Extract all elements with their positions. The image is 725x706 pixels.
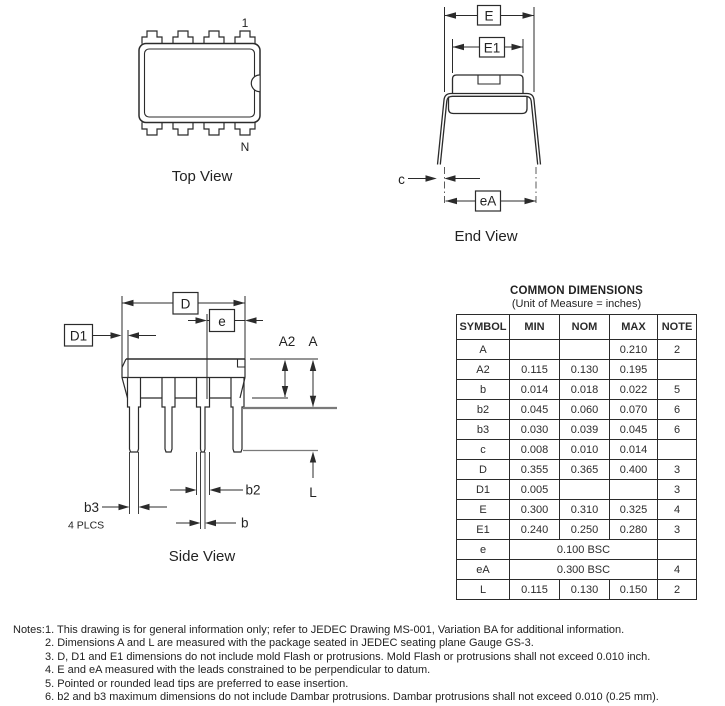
pin-top-2 (173, 31, 193, 44)
cell-min (510, 340, 560, 360)
ext-lines-b2 (197, 452, 210, 495)
dim-label-b3: b3 (83, 500, 99, 515)
cell-nom: 0.130 (560, 580, 610, 600)
table-row (457, 580, 697, 600)
pin-one-label: 1 (241, 16, 249, 30)
pin-bottom-3 (204, 122, 224, 135)
cell-min: 0.045 (510, 400, 560, 420)
table-row (457, 360, 697, 380)
dim-label-c: c (398, 172, 405, 187)
arrow-e-right (245, 317, 257, 323)
cell-note: 3 (658, 520, 697, 540)
dim-label-D1: D1 (69, 328, 88, 344)
table-row (457, 380, 697, 400)
table-row (457, 340, 697, 360)
col-header-min: MIN (510, 315, 560, 340)
cell-max: 0.045 (610, 420, 658, 440)
arrow-b3-right (139, 504, 150, 510)
cell-note: 3 (658, 480, 697, 500)
arrow-b-left (190, 520, 201, 526)
dim-label-b: b (241, 515, 249, 531)
arrow-b2-right (210, 487, 221, 493)
side-body-slant-left (122, 378, 128, 399)
arrow-D-right (234, 300, 246, 306)
cell-symbol: b (457, 380, 510, 400)
cell-nom: 0.310 (560, 500, 610, 520)
end-leads-outer (438, 94, 541, 165)
notes-label: Notes: (13, 624, 45, 636)
note-item: 3. D, D1 and E1 dimensions do not include mold Flash or protrusions. Mold Flash or protrusions shall not exceed 0.010 inch. (45, 650, 651, 663)
note-item: 1. This drawing is for general information only; refer to JEDEC Drawing MS-001, Variation BA for additional information. (45, 624, 625, 636)
cell-symbol: A2 (457, 360, 510, 380)
pin-top-1 (142, 31, 162, 44)
pin-n-label: N (240, 140, 250, 154)
cell-symbol: A (457, 340, 510, 360)
table-row (457, 560, 697, 580)
side-lead-2 (162, 378, 175, 452)
cell-note: 3 (658, 460, 697, 480)
pin-top-3 (204, 31, 224, 44)
cell-min: 0.005 (510, 480, 560, 500)
table-row (457, 420, 697, 440)
cell-min: 0.115 (510, 580, 560, 600)
top-view (139, 16, 260, 185)
cell-max: 0.280 (610, 520, 658, 540)
cell-symbol: D (457, 460, 510, 480)
cell-min: 0.115 (510, 360, 560, 380)
arrow-D-left (122, 300, 134, 306)
ext-lines-b3 (130, 452, 139, 514)
cell-nom: 0.039 (560, 420, 610, 440)
end-body-notch (478, 76, 500, 85)
notes-list (45, 624, 718, 704)
cell-min: 0.008 (510, 440, 560, 460)
dim-label-E1: E1 (483, 40, 501, 56)
cell-max: 0.022 (610, 380, 658, 400)
dim-label-A2: A2 (278, 334, 296, 349)
arrow-A-top (310, 360, 316, 371)
cell-bsc-span: 0.100 BSC (510, 540, 658, 560)
cell-note: 2 (658, 340, 697, 360)
cell-max: 0.400 (610, 460, 658, 480)
col-header-max: MAX (610, 315, 658, 340)
arrow-b-right (205, 520, 216, 526)
cell-note: 5 (658, 380, 697, 400)
dim-label-b2: b2 (245, 482, 261, 498)
cell-symbol: b3 (457, 420, 510, 440)
cell-symbol: eA (457, 560, 510, 580)
col-header-note: NOTE (658, 315, 697, 340)
cell-symbol: E1 (457, 520, 510, 540)
top-view-caption: Top View (171, 168, 233, 185)
arrow-eA-right (525, 198, 537, 204)
cell-nom: 0.365 (560, 460, 610, 480)
ext-lines-b (201, 452, 206, 529)
end-view (398, 6, 540, 246)
cell-min: 0.240 (510, 520, 560, 540)
note-item: 4. E and eA measured with the leads constrained to be perpendicular to datum. (45, 664, 431, 677)
arrow-A2-bottom (282, 386, 288, 397)
end-view-caption: End View (454, 228, 518, 245)
dim-label-D: D (180, 296, 191, 312)
cell-note (658, 360, 697, 380)
table-row (457, 540, 697, 560)
arrow-D1-left (111, 332, 122, 338)
table-title: COMMON DIMENSIONS (509, 285, 644, 297)
table-row (457, 440, 697, 460)
arrow-eA-left (446, 198, 458, 204)
note-item: 2. Dimensions A and L are measured with the package seated in JEDEC seating plane Gauge GS-3. (45, 637, 534, 650)
dim-label-E: E (484, 8, 494, 24)
cell-note: 4 (658, 500, 697, 520)
arrow-A2-top (282, 360, 288, 371)
end-leads-inner (440, 96, 537, 164)
arrow-E1-right (512, 44, 524, 51)
table-row (457, 520, 697, 540)
dim-label-A: A (308, 334, 318, 349)
cell-nom: 0.130 (560, 360, 610, 380)
side-view-caption: Side View (168, 548, 236, 565)
cell-max: 0.070 (610, 400, 658, 420)
dim-label-L: L (309, 485, 317, 500)
table-row (457, 500, 697, 520)
cell-min: 0.300 (510, 500, 560, 520)
arrow-b3-left (119, 504, 130, 510)
side-lead-3 (197, 378, 210, 452)
pin-bottom-1 (142, 122, 162, 135)
cell-nom: 0.018 (560, 380, 610, 400)
cell-bsc-span: 0.300 BSC (510, 560, 658, 580)
pin-top-4 (235, 31, 255, 44)
cell-symbol: e (457, 540, 510, 560)
cell-max (610, 480, 658, 500)
arrow-D1-right (128, 332, 139, 338)
arrow-E1-left (453, 44, 465, 51)
side-body-corner-notch (238, 359, 246, 367)
cell-nom: 0.250 (560, 520, 610, 540)
arrow-c-left (426, 175, 437, 181)
col-header-symbol: SYMBOL (457, 315, 510, 340)
b3-places-note: 4 PLCS (68, 519, 105, 532)
table-row (457, 460, 697, 480)
table-row (457, 480, 697, 500)
cell-symbol: c (457, 440, 510, 460)
cell-max: 0.210 (610, 340, 658, 360)
cell-nom (560, 480, 610, 500)
dim-label-eA: eA (479, 193, 497, 209)
end-body-lower (449, 97, 528, 114)
table-subtitle: (Unit of Measure = inches) (511, 298, 642, 310)
dim-label-e: e (218, 314, 226, 329)
arrow-L (310, 452, 316, 463)
cell-note: 2 (658, 580, 697, 600)
table-row (457, 400, 697, 420)
cell-max: 0.014 (610, 440, 658, 460)
cell-nom (560, 340, 610, 360)
side-view (65, 293, 338, 566)
notes-section (13, 624, 718, 704)
package-body-outer (139, 44, 260, 123)
cell-min: 0.014 (510, 380, 560, 400)
cell-note (658, 540, 697, 560)
side-body-bevel (122, 359, 126, 368)
pin-bottom-2 (173, 122, 193, 135)
table-header-row (457, 315, 697, 340)
arrow-A-bottom (310, 396, 316, 407)
arrow-E-right (523, 12, 535, 19)
arrow-b2-left (186, 487, 197, 493)
col-header-nom: NOM (560, 315, 610, 340)
cell-max: 0.325 (610, 500, 658, 520)
note-item: 5. Pointed or rounded lead tips are preferred to ease insertion. (45, 677, 349, 690)
cell-symbol: b2 (457, 400, 510, 420)
cell-note: 6 (658, 420, 697, 440)
cell-symbol: E (457, 500, 510, 520)
common-dimensions-table (456, 314, 697, 600)
cell-symbol: D1 (457, 480, 510, 500)
cell-symbol: L (457, 580, 510, 600)
pin-bottom-4 (235, 122, 255, 135)
cell-max: 0.150 (610, 580, 658, 600)
arrow-e-left (196, 317, 208, 323)
cell-note (658, 440, 697, 460)
cell-note: 4 (658, 560, 697, 580)
cell-nom: 0.060 (560, 400, 610, 420)
cell-min: 0.030 (510, 420, 560, 440)
cell-min: 0.355 (510, 460, 560, 480)
dimensions-panel (456, 285, 697, 600)
arrow-c-right (444, 175, 455, 181)
cell-note: 6 (658, 400, 697, 420)
note-item: 6. b2 and b3 maximum dimensions do not include Dambar protrusions. Dambar protrusions shall not exceed 0.010 (0.25 mm). (45, 691, 659, 704)
side-lead-1 (128, 378, 141, 452)
cell-max: 0.195 (610, 360, 658, 380)
arrow-E-left (445, 12, 457, 19)
cell-nom: 0.010 (560, 440, 610, 460)
